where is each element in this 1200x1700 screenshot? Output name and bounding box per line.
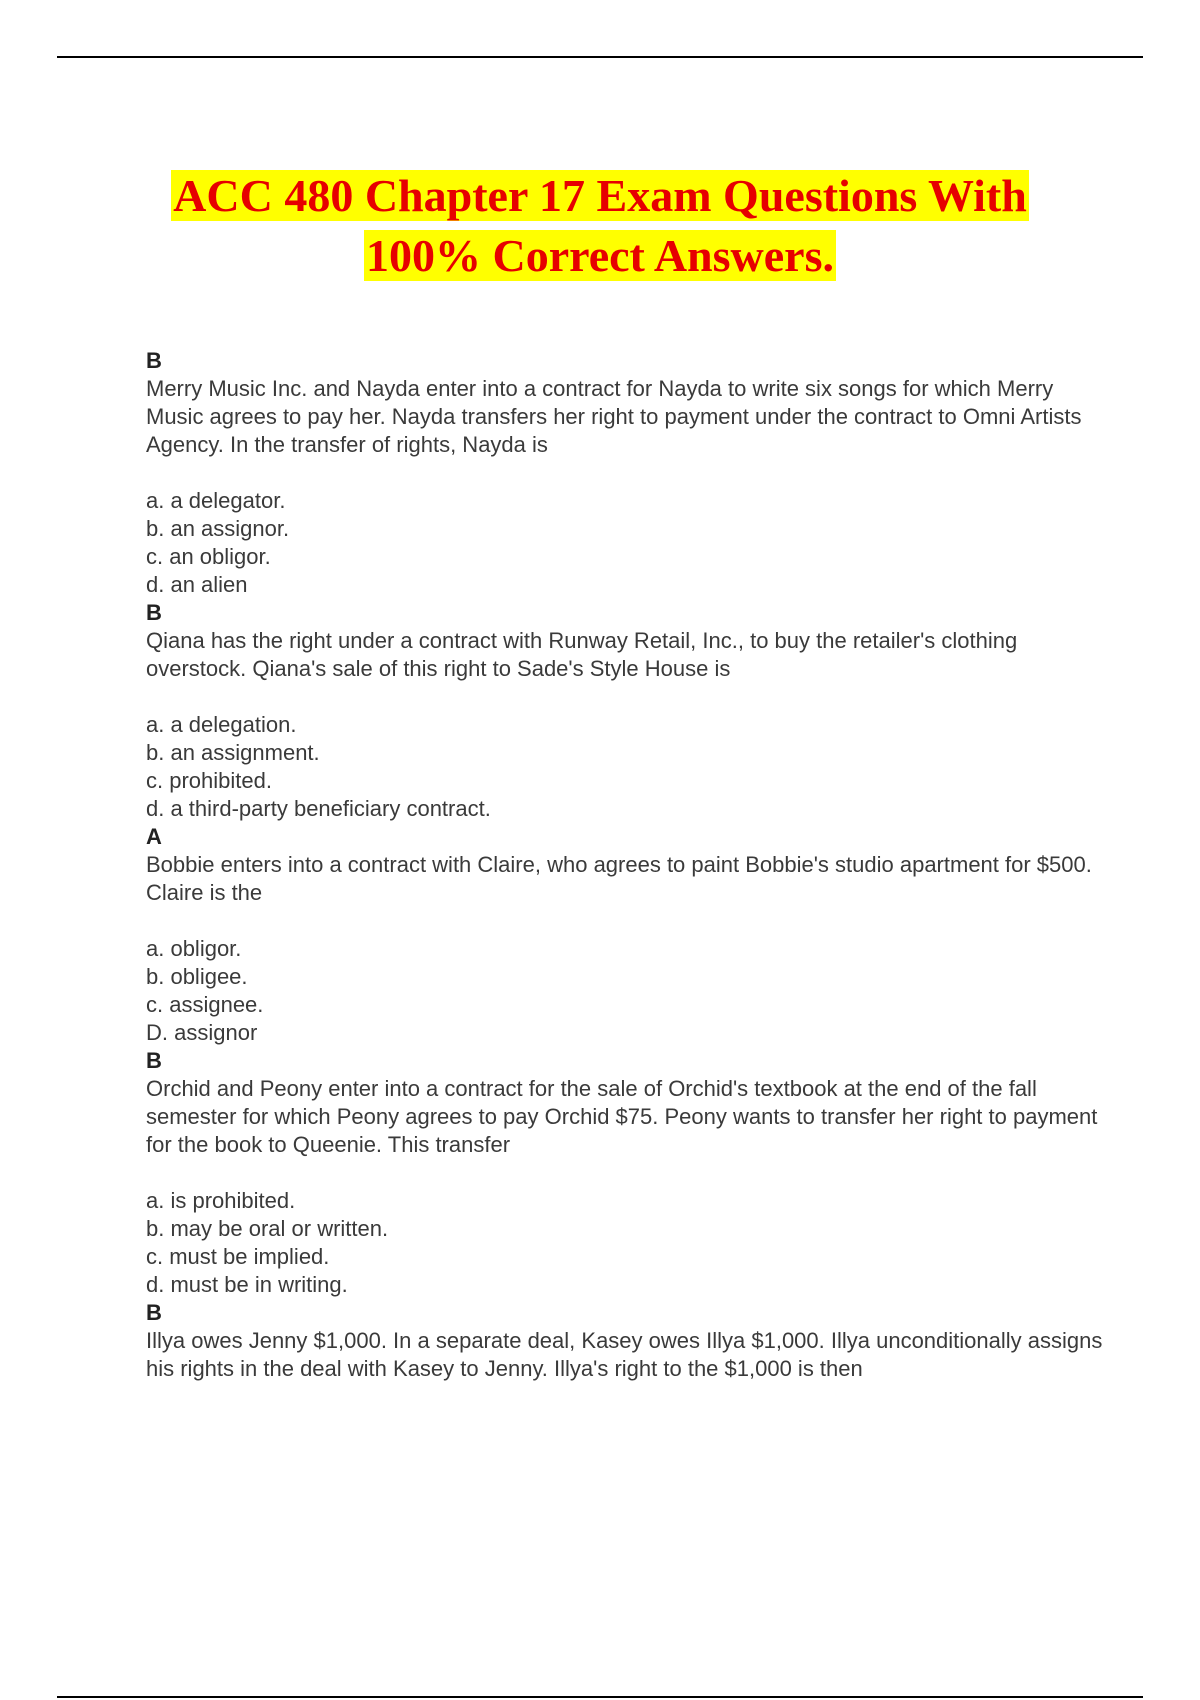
option-b: b. may be oral or written. <box>146 1216 389 1241</box>
option-d: d. must be in writing. <box>146 1272 348 1297</box>
answer-key: B <box>146 348 162 373</box>
answer-key: A <box>146 824 162 849</box>
option-a: a. is prohibited. <box>146 1188 296 1213</box>
option-list <box>146 935 1106 1047</box>
option-c: c. assignee. <box>146 992 264 1017</box>
answer-key: B <box>146 600 162 625</box>
option-c: c. must be implied. <box>146 1244 330 1269</box>
question-block <box>146 599 1106 823</box>
question-block <box>146 823 1106 1047</box>
option-b: b. an assignment. <box>146 740 320 765</box>
option-b: b. an assignor. <box>146 516 290 541</box>
title-line-1: ACC 480 Chapter 17 Exam Questions With <box>173 170 1027 221</box>
document-title <box>60 166 1140 286</box>
option-a: a. obligor. <box>146 936 242 961</box>
questions-list <box>146 347 1106 1411</box>
question-text: Orchid and Peony enter into a contract for the sale of Orchid's textbook at the end of the fall semester for which Peony agrees to pay Orchid $75. Peony wants to transfer her right to payment for the book to Queenie. This transfer <box>146 1076 1098 1157</box>
question-text: Bobbie enters into a contract with Claire, who agrees to paint Bobbie's studio apartment for $500. Claire is the <box>146 852 1092 905</box>
question-block <box>146 1299 1106 1383</box>
answer-key: B <box>146 1048 162 1073</box>
option-list <box>146 1187 1106 1299</box>
question-text: Merry Music Inc. and Nayda enter into a contract for Nayda to write six songs for which Merry Music agrees to pay her. Nayda transfers her right to payment under the contract to Omni Artists Agency. In the transfer of rights, Nayda is <box>146 376 1082 457</box>
top-divider <box>57 56 1143 58</box>
question-text: Qiana has the right under a contract with Runway Retail, Inc., to buy the retailer's clothing overstock. Qiana's sale of this right to Sade's Style House is <box>146 628 1018 681</box>
option-a: a. a delegator. <box>146 488 286 513</box>
option-list <box>146 487 1106 599</box>
option-c: c. an obligor. <box>146 544 271 569</box>
option-list <box>146 711 1106 823</box>
answer-key: B <box>146 1300 162 1325</box>
option-a: a. a delegation. <box>146 712 297 737</box>
option-d: d. a third-party beneficiary contract. <box>146 796 491 821</box>
title-line-2: 100% Correct Answers. <box>366 230 834 281</box>
question-text: Illya owes Jenny $1,000. In a separate deal, Kasey owes Illya $1,000. Illya unconditionally assigns his rights in the deal with Kasey to Jenny. Illya's right to the $1,000 is then <box>146 1328 1103 1381</box>
option-b: b. obligee. <box>146 964 248 989</box>
option-d: D. assignor <box>146 1020 258 1045</box>
option-d: d. an alien <box>146 572 248 597</box>
question-block <box>146 1047 1106 1299</box>
question-block <box>146 347 1106 599</box>
option-c: c. prohibited. <box>146 768 272 793</box>
bottom-divider <box>57 1696 1143 1698</box>
